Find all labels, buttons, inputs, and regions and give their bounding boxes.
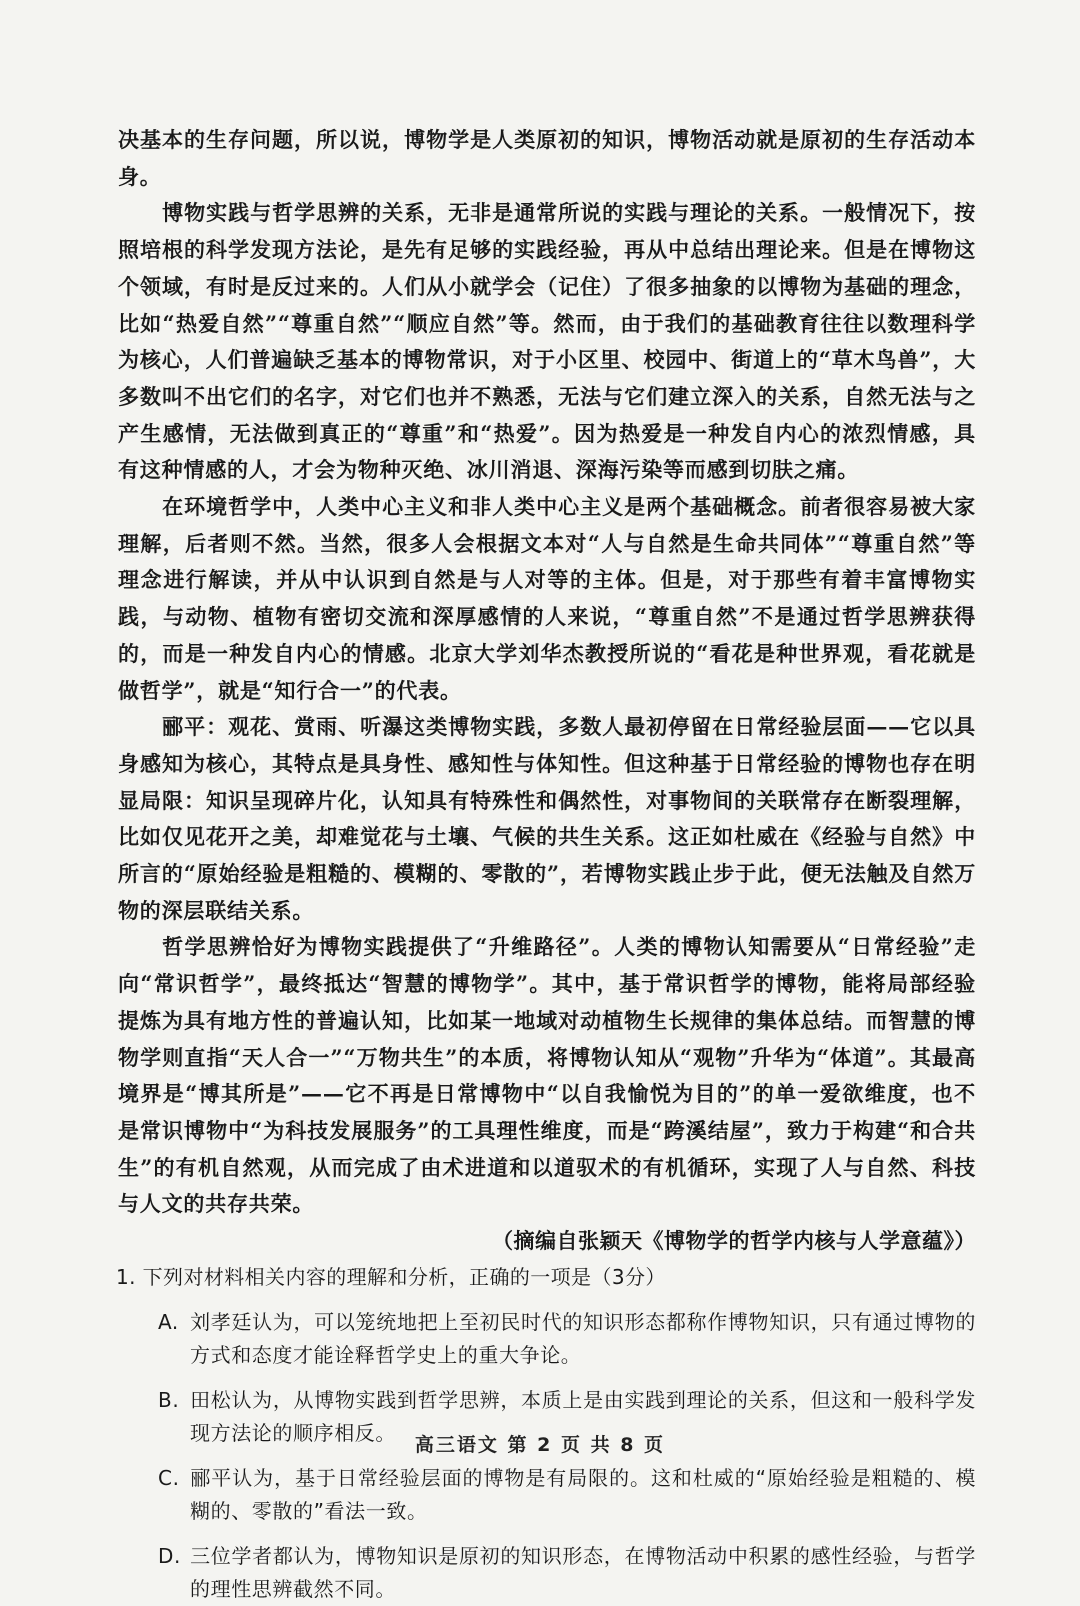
- option-text: 田松认为，从博物实践到哲学思辨，本质上是由实践到理论的关系，但这和一般科学发现方法论的顺序相反。: [190, 1388, 976, 1446]
- passage-paragraph-2: 博物实践与哲学思辨的关系，无非是通常所说的实践与理论的关系。一般情况下，按照培根的科学发现方法论，是先有足够的实践经验，再从中总结出理论来。但是在博物这个领域，有时是反过来的。人们从小就学会（记住）了很多抽象的以博物为基础的理念，比如“热爱自然”“尊重自然”“顺应自然”等。然而，由于我们的基础教育往往以数理科学为核心，人们普遍缺乏基本的博物常识，对于小区里、校园中、街道上的“草木鸟兽”，大多数叫不出它们的名字，对它们也并不熟悉，无法与它们建立深入的关系，自然无法与之产生感情，无法做到真正的“尊重”和“热爱”。因为热爱是一种发自内心的浓烈情感，具有这种情感的人，才会为物种灭绝、冰川消退、深海污染等而感到切肤之痛。: [118, 200, 976, 483]
- passage-paragraph-4: 郦平：观花、赏雨、听瀑这类博物实践，多数人最初停留在日常经验层面——它以具身感知为核心，其特点是具身性、感知性与体知性。但这种基于日常经验的博物也存在明显局限：知识呈现碎片化，认知具有特殊性和偶然性，对事物间的关联常存在断裂理解，比如仅见花开之美，却难觉花与土壤、气候的共生关系。这正如杜威在《经验与自然》中所言的“原始经验是粗糙的、模糊的、零散的”，若博物实践止步于此，便无法触及自然万物的深层联结关系。: [118, 714, 976, 923]
- reading-passage: [118, 122, 976, 1223]
- option-c: [158, 1462, 976, 1528]
- option-text: 刘孝廷认为，可以笼统地把上至初民时代的知识形态都称作博物知识，只有通过博物的方式和态度才能诠释哲学史上的重大争论。: [190, 1310, 976, 1368]
- option-letter: B.: [158, 1388, 180, 1413]
- passage-paragraph-3: 在环境哲学中，人类中心主义和非人类中心主义是两个基础概念。前者很容易被大家理解，后者则不然。当然，很多人会根据文本对“人与自然是生命共同体”“尊重自然”等理念进行解读，并从中认识到自然是与人对等的主体。但是，对于那些有着丰富博物实践，与动物、植物有密切交流和深厚感情的人来说，“尊重自然”不是通过哲学思辨获得的，而是一种发自内心的情感。北京大学刘华杰教授所说的“看花是种世界观，看花就是做哲学”，就是“知行合一”的代表。: [118, 494, 976, 703]
- option-letter: D.: [158, 1544, 181, 1569]
- passage-paragraph-1: 决基本的生存问题，所以说，博物学是人类原初的知识，博物活动就是原初的生存活动本身。: [118, 127, 976, 189]
- option-text: 三位学者都认为，博物知识是原初的知识形态，在博物活动中积累的感性经验，与哲学的理性思辨截然不同。: [190, 1544, 976, 1602]
- passage-paragraph-5: 哲学思辨恰好为博物实践提供了“升维路径”。人类的博物认知需要从“日常经验”走向“常识哲学”，最终抵达“智慧的博物学”。其中，基于常识哲学的博物，能将局部经验提炼为具有地方性的普遍认知，比如某一地域对动植物生长规律的集体总结。而智慧的博物学则直指“天人合一”“万物共生”的本质，将博物认知从“观物”升华为“体道”。其最高境界是“博其所是”——它不再是日常博物中“以自我愉悦为目的”的单一爱欲维度，也不是常识博物中“为科技发展服务”的工具理性维度，而是“跨溪结屋”，致力于构建“和合共生”的有机自然观，从而完成了由术进道和以道驭术的有机循环，实现了人与自然、科技与人文的共存共荣。: [118, 934, 976, 1217]
- question-stem: 1. 下列对材料相关内容的理解和分析，正确的一项是（3分）: [116, 1265, 666, 1290]
- option-text: 郦平认为，基于日常经验层面的博物是有局限的。这和杜威的“原始经验是粗糙的、模糊的、零散的”看法一致。: [190, 1466, 976, 1524]
- option-a: [158, 1306, 976, 1372]
- option-letter: A.: [158, 1310, 179, 1335]
- passage-source: （摘编自张颖天《博物学的哲学内核与人学意蕴》）: [492, 1228, 976, 1254]
- option-d: [158, 1540, 976, 1606]
- option-letter: C.: [158, 1466, 180, 1491]
- page-footer: 高三语文 第 2 页 共 8 页: [414, 1434, 666, 1456]
